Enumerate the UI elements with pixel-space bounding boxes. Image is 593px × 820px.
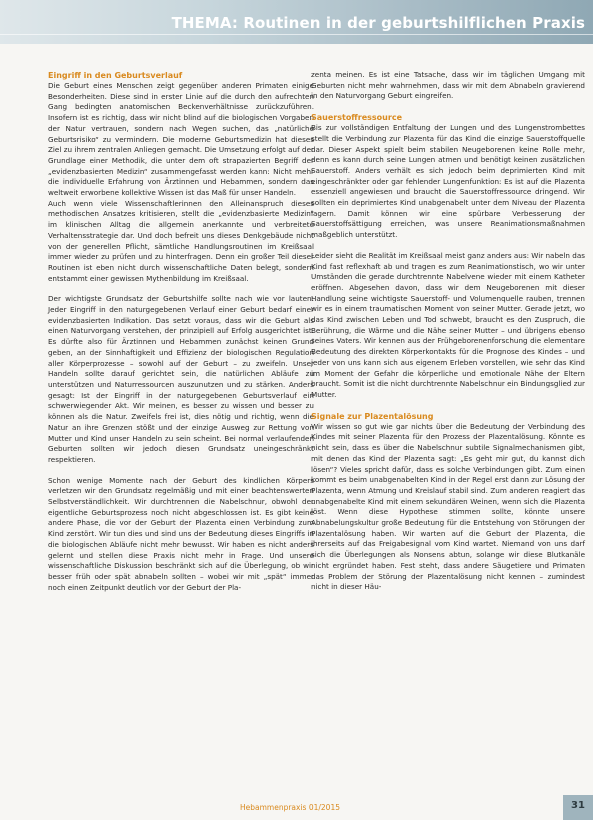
paragraph: Auch wenn viele Wissenschaftlerinnen den Alleinanspruch dieses methodischen Ansatzes kritisieren, stellt die „evidenzbasierte Medizin“ im klinischen Alltag die allgemein anerkannte und verbreitete Verhaltensstrategie dar. Und doch befreit uns dieses Denkgebäude nicht von der generellen Pflicht, sämtliche Handlungsroutinen im Kreißsaal immer wieder zu prüfen und zu hinterfragen. Denn ein großer Teil dieser Routinen ist eben nicht durch wissenschaftliche Daten belegt, sondern entstammt einer gewissen Mythenbildung im Kreißsaal. [48,198,314,283]
paragraph: Schon wenige Momente nach der Geburt des kindlichen Körpers verletzen wir den Grundsatz regelmäßig und mit einer beachtenswerten Selbstverständlichkeit. Wir durchtrennen die Nabelschnur, obwohl der eigentliche Geburtsprozess noch nicht abgeschlossen ist. Es gibt keine andere Phase, die vor der Geburt der Plazenta einen Verbindung zum Kind zerstört. Wir tun dies und sind uns der Bedeutung dieses Eingriffs in die biologischen Abläufe nicht mehr bewusst. Wir haben es nicht anders gelernt und stellen diese Praxis nicht mehr in Frage. Und unsere wissenschaftliche Diskussion beschränkt sich auf die Überlegung, ob wir besser früh oder spät abnabeln sollten – wobei wir mit „spät“ immer noch einen Zeitpunkt deutlich vor der Geburt der Pla- [48,475,314,592]
paragraph: Die Geburt eines Menschen zeigt gegenüber anderen Primaten einige Besonderheiten. Diese sind in erster Linie auf die durch den aufrechten Gang bedingten anatomischen Beckenverhältnisse zurückzuführen. Insofern ist es richtig, dass wir nicht blind auf die biologischen Vorgaben der Natur vertrauen, sondern nach Wegen suchen, das „natürliche Geburtsrisiko“ zu vermindern. Die moderne Geburtsmedizin hat dieses Ziel zu ihrem zentralen Anliegen gemacht. Die Umsetzung erfolgt auf der Grundlage einer Methodik, die unter dem oft strapazierten Begriff der „evidenzbasierten Medizin“ zusammengefasst werden kann: Nicht mehr die individuelle Erfahrung von Ärztinnen und Hebammen, sondern das weltweit erworbene kollektive Wissen ist das Maß für unser Handeln. [48,81,314,198]
section-heading: Eingriff in den Geburtsverlauf [48,71,183,80]
paragraph: Leider sieht die Realität im Kreißsaal meist ganz anders aus: Wir nabeln das Kind fast reflexhaft ab und tragen es zum Reanimationstisch, wo wir unter Umständen die gerade durchtrennte Nabelvene wieder mit einem Katheter eröffnen. Abgesehen davon, dass wir dem Neugeborenen mit dieser Handlung seine wichtigste Sauerstoff- und Volumenquelle rauben, trennen wir es in einem traumatischen Moment von seiner Mutter. Gerade jetzt, wo das Kind zwischen Leben und Tod schwebt, braucht es den Zuspruch, die Berührung, die Wärme und die Nähe seiner Mutter – und übrigens ebenso seines Vaters. Wir kennen aus der Frühgeborenenforschung die elementare Bedeutung des direkten Körperkontakts für die Prognose des Kindes – und jeder von uns kann sich aus eigenem Erleben vorstellen, wie sehr das Kind im Moment der Gefahr die körperliche und emotionale Nähe der Eltern braucht. Somit ist die nicht durchtrennte Nabelschnur ein Bindungsglied zur Mutter. [311,250,585,399]
paragraph: zenta meinen. Es ist eine Tatsache, dass wir im täglichen Umgang mit Geburten nicht mehr wahrnehmen, dass wir mit dem Abnabeln gravierend in den Naturvorgang Geburt eingreifen. [311,70,585,101]
left-column [48,70,314,603]
section-heading: Sauerstoffressource [311,113,402,123]
section-heading: Signale zur Plazentalösung [311,411,434,421]
page-footer [0,795,593,820]
header-divider [0,34,593,35]
paragraph: Der wichtigste Grundsatz der Geburtshilfe sollte nach wie vor lauten: Jeder Eingriff in den naturgegebenen Verlauf einer Geburt bedarf einer evidenzbasierten Indikation. Das setzt voraus, dass wir die Geburt als einen Naturvorgang verstehen, der prinzipiell auf Erfolg ausgerichtet ist. Es dürfte also für Ärztinnen und Hebammen zunächst keinen Grund geben, an der Sinnhaftigkeit und Effizienz der biologischen Regulation aller Körperprozesse – sowohl auf der Geburt – zu zweifeln. Unser Handeln sollte darauf gerichtet sein, die natürlichen Abläufe zu unterstützen und Naturressourcen auszunutzen und zu stärken. Anders gesagt: Ist der Eingriff in der naturgegebenen Geburtsverlauf ein schwerwiegender Akt. Wir meinen, es besser zu wissen und besser zu können als die Natur. Zweifels frei ist, dies nötig und richtig, wenn die Natur an ihre Grenzen stößt und der einzige Ausweg zur Rettung von Mutter und Kind unser Handeln zu sein scheint. Bei normal verlaufenden Geburten sollten wir jedoch diesen Grundsatz uneingeschränkt respektieren. [48,294,314,464]
paragraph: Wir wissen so gut wie gar nichts über die Bedeutung der Verbindung des Kindes mit seiner Plazenta für den Prozess der Plazentalösung. Könnte es nicht sein, dass es über die Nabelschnur subtile Signalmechanismen gibt, mit denen das Kind der Plazenta sagt: „Es geht mir gut, du kannst dich lösen“? Vieles spricht dafür, dass es solche Verbindungen gibt. Zum einen kommt es beim unabgenabelten Kind in der Regel erst dann zur Lösung der Plazenta, wenn Atmung und Kreislauf stabil sind. Zum anderen reagiert das unabgenabelte Kind mit einem sekundären Weinen, wenn sich die Plazenta löst. Wenn diese Hypothese stimmen sollte, könnte unsere Abnabelungskultur große Bedeutung für die Entstehung von Störungen der Plazentalösung haben. Wir warten auf die Geburt der Plazenta, die ihrerseits auf das Freigabesignal vom Kind wartet. Niemand von uns darf sich die Überlegungen als Nonsens abtun, solange wir diese Blutkanäle nicht ergründet haben. Fest steht, dass andere Säugetiere und Primaten das Problem der Störung der Plazentalösung nicht kennen – zumindest nicht in dieser Häu- [311,421,585,592]
page-number: 31 [571,800,585,811]
right-column [311,70,585,603]
publication-label: Hebammenpraxis 01/2015 [240,803,341,812]
paragraph: Bis zur vollständigen Entfaltung der Lungen und des Lungenstrombettes stellt die Verbindung zur Plazenta für das Kind die einzige Sauerstoffquelle dar. Dieser Aspekt spielt beim stabilen Neugeborenen keine Rolle mehr, denn es kann durch seine Lungen atmen und benötigt keinen zusätzlichen Sauerstoff. Anders verhält es sich jedoch beim deprimierten Kind mit eingeschränkter oder gar fehlender Lungenfunktion: Es ist auf die Plazenta essenziell angewiesen und braucht die Sauerstoffressource dringend. Wir sollten ein deprimiertes Kind unabgenabelt unter dem Niveau der Plazenta lagern. Damit können wir eine spürbare Verbesserung der Sauerstoffsättigung erreichen, was unsere Reanimationsmaßnahmen maßgeblich unterstützt. [311,123,585,240]
page-section-title: THEMA: Routinen in der geburtshilflichen Praxis [171,14,585,32]
